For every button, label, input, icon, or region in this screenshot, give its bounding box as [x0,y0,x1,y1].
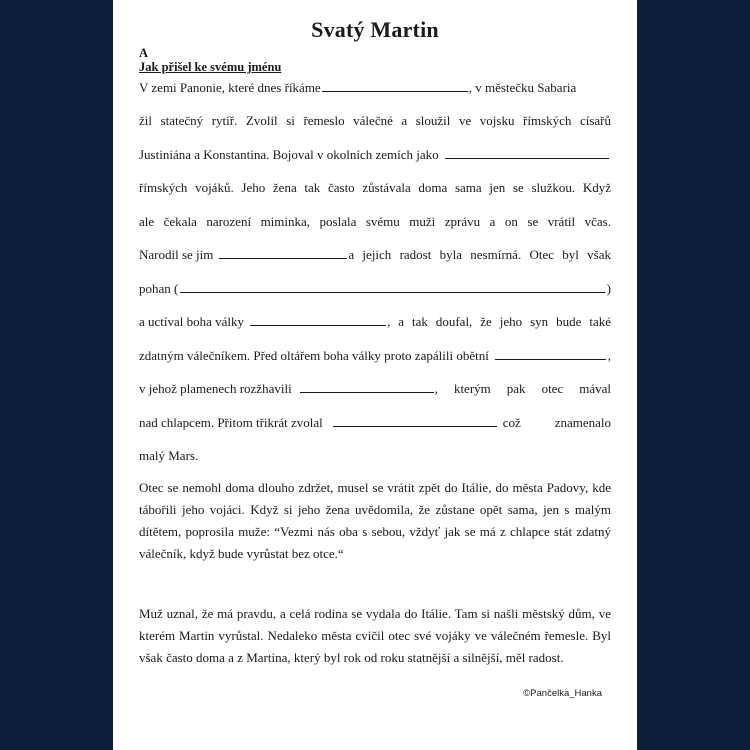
text-line-3 [139,147,611,163]
text-line-4: římských vojáků. Jeho žena tak často zůstávala doma sama jen se služkou. Když [139,180,611,195]
fill-blank-3[interactable] [219,247,347,259]
text-line-12: malý Mars. [139,448,199,463]
text-fragment: zdatným válečníkem. Před oltářem boha války proto zapálili obětní [139,348,489,363]
copyright-note: ©Pančelka_Hanka [523,688,602,699]
text-line-2: žil statečný rytíř. Zvolil si řemeslo válečné a sloužil ve vojsku římských císařů [139,113,611,128]
fill-blank-6[interactable] [495,348,606,360]
fill-blank-1[interactable] [322,80,468,92]
text-fragment: Justiniána a Konstantina. Bojoval v okolních zemích jako [139,147,439,162]
text-fragment: , v městečku Sabaria [468,80,577,95]
text-line-11 [139,415,611,431]
fill-blank-5[interactable] [250,314,386,326]
text-fragment: pohan ( [139,281,179,296]
text-fragment: a uctíval boha války [139,314,245,329]
fill-blank-4[interactable] [180,281,604,293]
text-line-6 [139,247,611,263]
text-fragment: , a tak doufal, že jeho syn bude také [387,314,611,329]
text-fragment: v jehož plamenech rozžhavili [139,381,292,396]
text-fragment: V zemi Panonie, které dnes říkáme [139,80,321,95]
text-line-5: ale čekala narození miminka, poslala svému muži zprávu a on se vrátil včas. [139,214,611,229]
text-fragment: což znamenalo [502,415,611,430]
text-line-10 [139,381,611,397]
paragraph-2: Otec se nemohl doma dlouho zdržet, musel se vrátit zpět do Itálie, do města Padovy, kde tábořili jeho vojáci. Když si jeho žena uvědomila, že zůstane opět sama, jen s malým dítětem, poprosila muže: “Vezmi nás oba s sebou, vždyť jak se má z chlapce stát zdatný válečník, když bude vyrůstat bez otce.“ [139,480,611,561]
text-fragment: nad chlapcem. Přitom třikrát zvolal [139,415,323,430]
fill-blank-8[interactable] [333,415,497,427]
text-line-7 [139,281,611,297]
text-line-8 [139,314,611,330]
section-subheading: Jak přišel ke svému jménu [139,60,282,74]
worksheet-page [113,0,637,750]
paragraph-3: Muž uznal, že má pravdu, a celá rodina se vydala do Itálie. Tam si našli městský dům, ve kterém Martin vyrůstal. Nedaleko města cvičil otec své vojáky ve válečném řemesle. Byl však často doma a z Martina, který byl rok od roku statnější a silnější, měl radost. [139,606,611,665]
text-fragment: Narodil se jim [139,247,214,262]
fill-blank-2[interactable] [445,147,609,159]
text-fragment: , [607,348,611,363]
text-fragment: a jejich radost byla nesmírná. Otec byl však [348,247,611,262]
section-letter: A [139,46,149,60]
fill-blank-7[interactable] [300,381,434,393]
page-title: Svatý Martin [311,17,439,42]
text-line-9 [139,348,611,364]
text-line-1 [139,80,611,96]
text-fragment: ) [606,281,611,296]
text-fragment: , kterým pak otec mával [434,381,611,396]
